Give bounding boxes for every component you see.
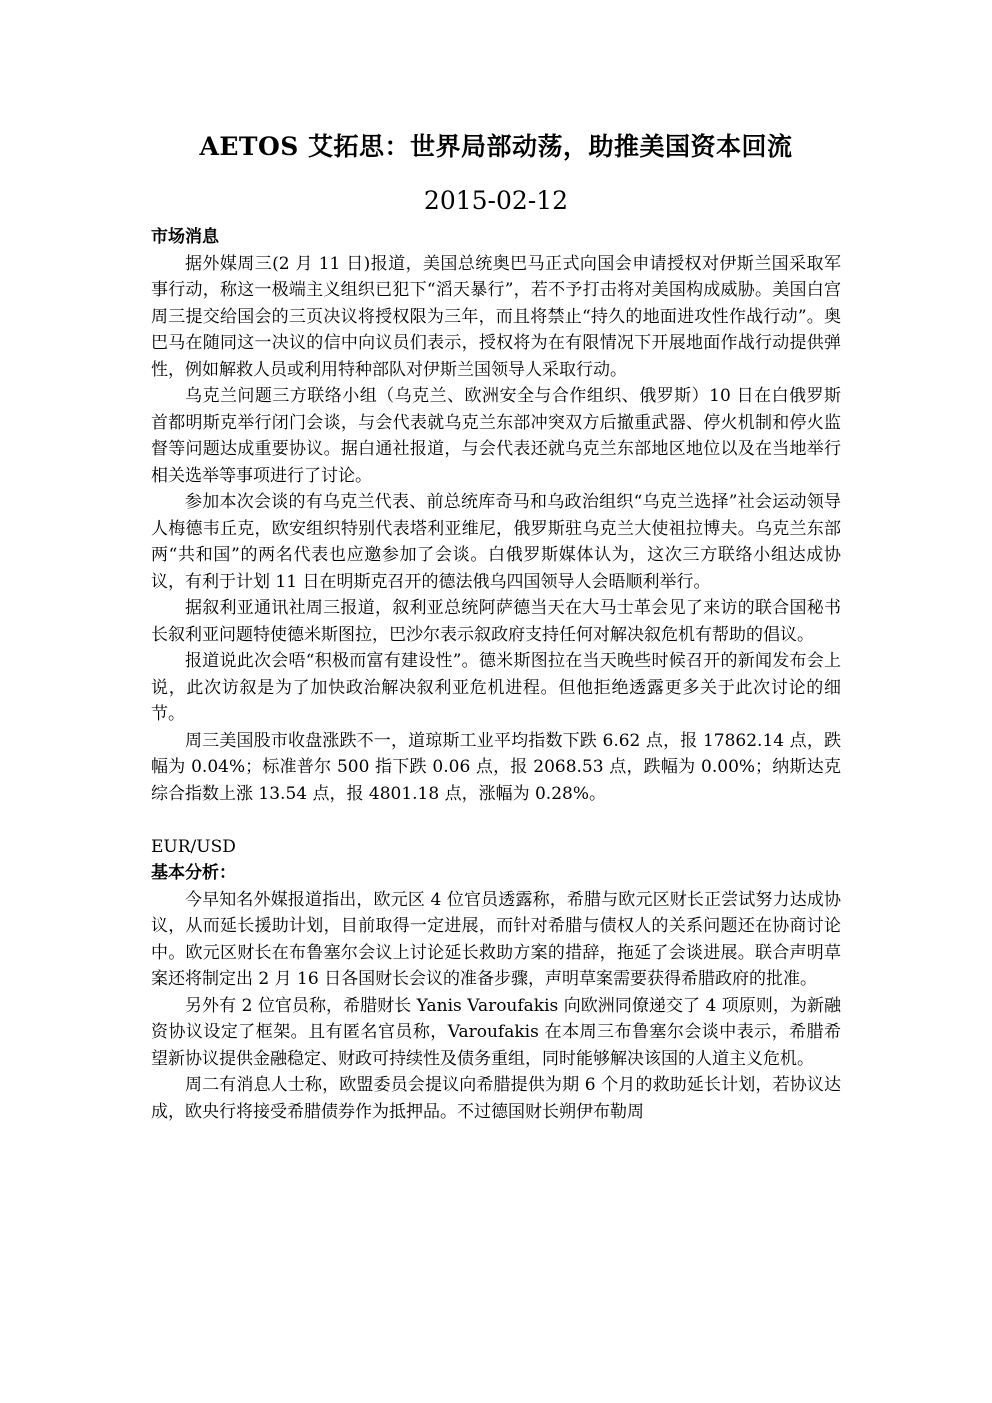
market-news-heading: 市场消息 — [151, 227, 219, 247]
document-date: 2015-02-12 — [423, 186, 569, 215]
document-body — [151, 224, 841, 1125]
market-paragraph-1: 据外媒周三(2 月 11 日)报道，美国总统奥巴马正式向国会申请授权对伊斯兰国采取军事行动，称这一极端主义组织已犯下“滔天暴行”，若不予打击将对美国构成威胁。美国白宫周三提交给国会的三页决议将授权限为三年，而且将禁止“持久的地面进攻性作战行动”。奥巴马在随同这一决议的信中向议员们表示，授权将为在有限情况下开展地面作战行动提供弹性，例如解救人员或利用特种部队对伊斯兰国领导人采取行动。 — [151, 253, 841, 380]
analysis-paragraph-2: 另外有 2 位官员称，希腊财长 Yanis Varoufakis 向欧洲同僚递交了 4 项原则，为新融资协议设定了框架。且有匿名官员称，Varoufakis 在本周三布鲁塞尔会谈中表示，希腊希望新协议提供金融稳定、财政可持续性及债务重组，同时能够解决该国的人道主义危机。 — [151, 995, 841, 1069]
market-paragraph-3: 参加本次会谈的有乌克兰代表、前总统库奇马和乌政治组织“乌克兰选择”社会运动领导人梅德韦丘克，欧安组织特别代表塔利亚维尼，俄罗斯驻乌克兰大使祖拉博夫。乌克兰东部两“共和国”的两名代表也应邀参加了会谈。白俄罗斯媒体认为，这次三方联络小组达成协议，有利于计划 11 日在明斯克召开的德法俄乌四国领导人会晤顺利举行。 — [151, 492, 841, 592]
market-paragraph-6: 周三美国股市收盘涨跌不一，道琼斯工业平均指数下跌 6.62 点，报 17862.14 点，跌幅为 0.04%；标准普尔 500 指下跌 0.06 点，报 2068.53 点，跌幅为 0.00%；纳斯达克综合指数上涨 13.54 点，报 4801.18 点，涨幅为 0.28%。 — [151, 730, 841, 804]
market-paragraph-5: 报道说此次会唔“积极而富有建设性”。德米斯图拉在当天晚些时候召开的新闻发布会上说，此次访叙是为了加快政治解决叙利亚危机进程。但他拒绝透露更多关于此次讨论的细节。 — [151, 651, 841, 724]
fundamental-analysis-heading: 基本分析： — [151, 863, 236, 883]
section-spacer — [151, 807, 841, 834]
market-paragraph-2: 乌克兰问题三方联络小组（乌克兰、欧洲安全与合作组织、俄罗斯）10 日在白俄罗斯首都明斯克举行闭门会谈，与会代表就乌克兰东部冲突双方后撤重武器、停火机制和停火监督等问题达成重要协议。据白通社报道，与会代表还就乌克兰东部地区地位以及在当地举行相关选举等事项进行了讨论。 — [151, 386, 841, 486]
analysis-paragraph-3: 周二有消息人士称，欧盟委员会提议向希腊提供为期 6 个月的救助延长计划，若协议达成，欧央行将接受希腊债券作为抵押品。不过德国财长朔伊布勒周 — [151, 1075, 841, 1122]
document-title: AETOS 艾拓思：世界局部动荡，助推美国资本回流 — [199, 132, 793, 161]
market-paragraph-4: 据叙利亚通讯社周三报道，叙利亚总统阿萨德当天在大马士革会见了来访的联合国秘书长叙利亚问题特使德米斯图拉，巴沙尔表示叙政府支持任何对解决叙危机有帮助的倡议。 — [151, 598, 841, 645]
currency-pair-label: EUR/USD — [151, 836, 236, 857]
analysis-paragraph-1: 今早知名外媒报道指出，欧元区 4 位官员透露称，希腊与欧元区财长正尝试努力达成协议，从而延长援助计划，目前取得一定进展，而针对希腊与债权人的关系问题还在协商讨论中。欧元区财长在布鲁塞尔会议上讨论延长救助方案的措辞，拖延了会谈进展。联合声明草案还将制定出 2 月 16 日各国财长会议的准备步骤，声明草案需要获得希腊政府的批准。 — [151, 889, 841, 989]
